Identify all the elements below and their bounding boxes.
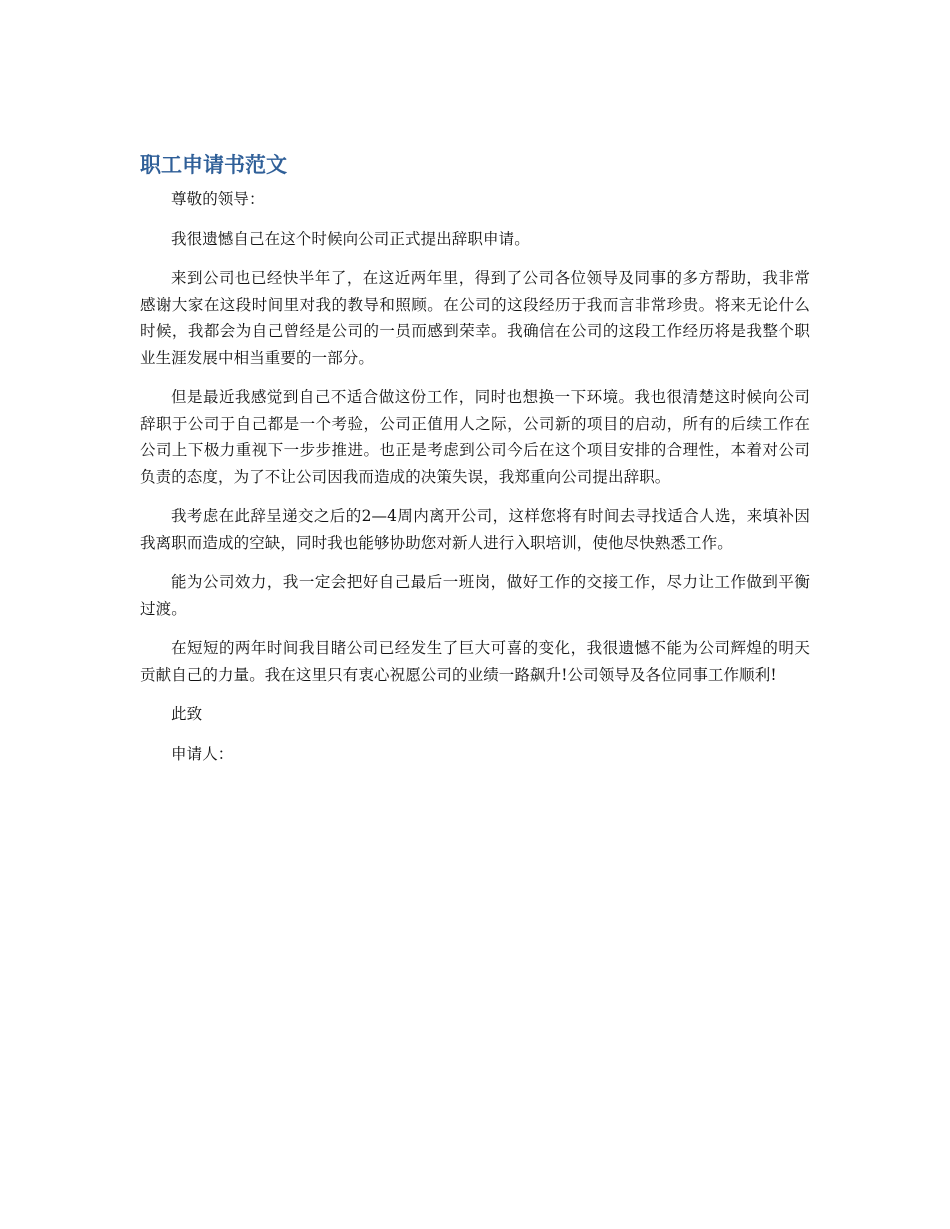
closing: 此致	[171, 705, 203, 723]
paragraph-gratitude: 来到公司也已经快半年了，在这近两年里，得到了公司各位领导及同事的多方帮助，我非常感谢大家在这段时间里对我的教导和照顾。在公司的这段经历于我而言非常珍贵。将来无论什么时候，我都会为自己曾经是公司的一员而感到荣幸。我确信在公司的这段工作经历将是我整个职业生涯发展中相当重要的一部分。	[140, 269, 810, 367]
paragraph-intro: 我很遗憾自己在这个时候向公司正式提出辞职申请。	[171, 229, 530, 248]
document-body	[140, 150, 810, 780]
signature-line: 申请人：	[171, 744, 234, 763]
paragraph-timeline: 我考虑在此辞呈递交之后的2—4周内离开公司，这样您将有时间去寻找适合人选，来填补因我离职而造成的空缺，同时我也能够协助您对新人进行入职培训，使他尽快熟悉工作。	[140, 507, 810, 552]
paragraph-wishes: 在短短的两年时间我目睹公司已经发生了巨大可喜的变化，我很遗憾不能为公司辉煌的明天贡献自己的力量。我在这里只有衷心祝愿公司的业绩一路飙升!公司领导及各位同事工作顺利!	[140, 639, 810, 684]
paragraph-reason: 但是最近我感觉到自己不适合做这份工作，同时也想换一下环境。我也很清楚这时候向公司辞职于公司于自己都是一个考验，公司正值用人之际，公司新的项目的启动，所有的后续工作在公司上下极力重视下一步步推进。也正是考虑到公司今后在这个项目安排的合理性，本着对公司负责的态度，为了不让公司因我而造成的决策失误，我郑重向公司提出辞职。	[140, 388, 810, 486]
paragraph-handover: 能为公司效力，我一定会把好自己最后一班岗，做好工作的交接工作，尽力让工作做到平衡过渡。	[140, 573, 810, 618]
document-title: 职工申请书范文	[140, 153, 287, 177]
salutation: 尊敬的领导：	[171, 190, 265, 208]
